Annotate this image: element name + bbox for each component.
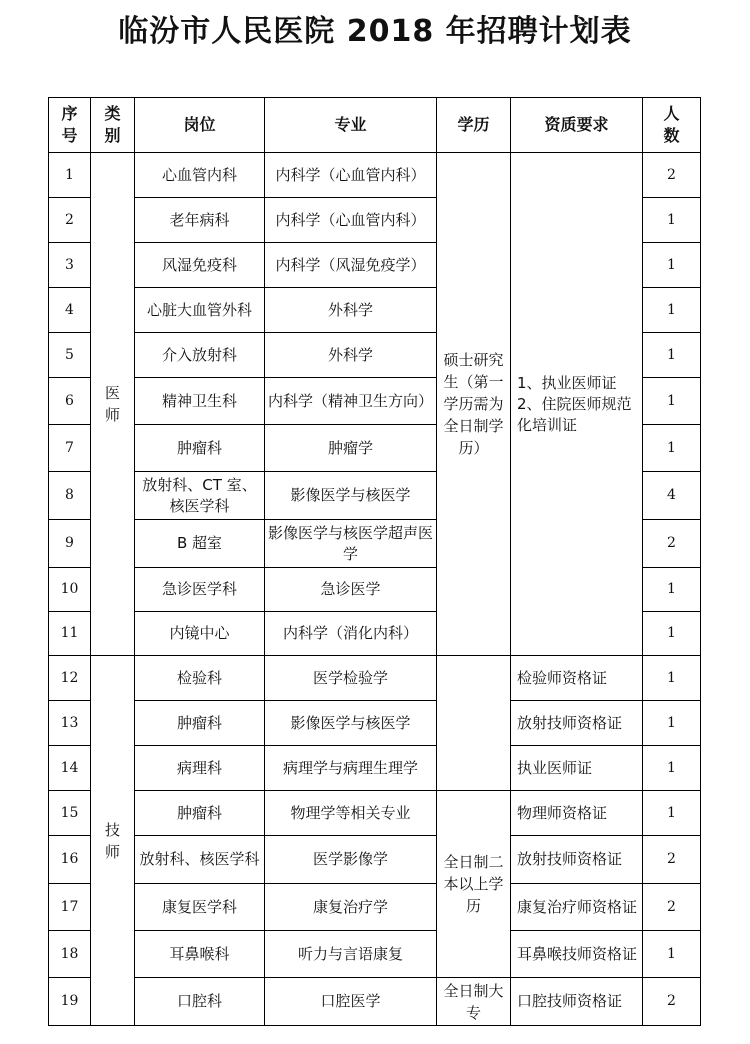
major-cell: 物理学等相关专业 (265, 791, 437, 836)
count-cell: 1 (643, 612, 701, 656)
major-cell: 影像医学与核医学 (265, 472, 437, 520)
count-cell: 4 (643, 472, 701, 520)
row-number: 13 (49, 701, 91, 746)
count-cell: 1 (643, 198, 701, 243)
qualification-cell: 检验师资格证 (511, 656, 643, 701)
position-cell: 介入放射科 (135, 333, 265, 378)
position-cell: 康复医学科 (135, 884, 265, 931)
table-row (49, 153, 701, 198)
major-cell: 病理学与病理生理学 (265, 746, 437, 791)
major-cell: 影像医学与核医学超声医学 (265, 520, 437, 568)
position-cell: 精神卫生科 (135, 378, 265, 425)
major-cell: 急诊医学 (265, 568, 437, 612)
header-qualification: 资质要求 (511, 98, 643, 153)
education-master: 硕士研究生（第一学历需为全日制学历） (437, 153, 511, 656)
education-bachelor: 全日制二本以上学历 (437, 791, 511, 978)
position-cell: 检验科 (135, 656, 265, 701)
qualification-cell: 康复治疗师资格证 (511, 884, 643, 931)
major-cell: 听力与言语康复 (265, 931, 437, 978)
qualification-cell: 执业医师证 (511, 746, 643, 791)
table-row (49, 791, 701, 836)
count-cell: 2 (643, 153, 701, 198)
count-cell: 1 (643, 378, 701, 425)
qualification-line: 2、住院医师规范化培训证 (517, 394, 632, 434)
count-cell: 2 (643, 836, 701, 884)
position-cell: 病理科 (135, 746, 265, 791)
position-cell: 老年病科 (135, 198, 265, 243)
position-cell: 耳鼻喉科 (135, 931, 265, 978)
education-college: 全日制大专 (437, 978, 511, 1026)
position-cell: 心脏大血管外科 (135, 288, 265, 333)
position-cell: 口腔科 (135, 978, 265, 1026)
count-cell: 2 (643, 978, 701, 1026)
major-cell: 康复治疗学 (265, 884, 437, 931)
row-number: 2 (49, 198, 91, 243)
count-cell: 1 (643, 243, 701, 288)
table-row (49, 746, 701, 791)
row-number: 9 (49, 520, 91, 568)
position-cell: B 超室 (135, 520, 265, 568)
position-cell: 风湿免疫科 (135, 243, 265, 288)
row-number: 4 (49, 288, 91, 333)
count-cell: 1 (643, 701, 701, 746)
row-number: 15 (49, 791, 91, 836)
page-title: 临汾市人民医院 2018 年招聘计划表 (118, 14, 632, 49)
position-cell: 放射科、CT 室、核医学科 (135, 472, 265, 520)
row-number: 6 (49, 378, 91, 425)
row-number: 14 (49, 746, 91, 791)
major-cell: 肿瘤学 (265, 425, 437, 472)
recruitment-table (48, 97, 701, 1026)
row-number: 16 (49, 836, 91, 884)
row-number: 7 (49, 425, 91, 472)
header-row (49, 98, 701, 153)
table-row (49, 931, 701, 978)
position-cell: 放射科、核医学科 (135, 836, 265, 884)
count-cell: 2 (643, 884, 701, 931)
qualification-line: 1、执业医师证 (517, 373, 617, 392)
row-number: 11 (49, 612, 91, 656)
position-cell: 心血管内科 (135, 153, 265, 198)
table-row (49, 884, 701, 931)
qualification-cell: 放射技师资格证 (511, 701, 643, 746)
major-cell: 口腔医学 (265, 978, 437, 1026)
position-cell: 肿瘤科 (135, 701, 265, 746)
row-number: 1 (49, 153, 91, 198)
count-cell: 1 (643, 791, 701, 836)
count-cell: 1 (643, 288, 701, 333)
count-cell: 1 (643, 425, 701, 472)
position-cell: 急诊医学科 (135, 568, 265, 612)
header-education: 学历 (437, 98, 511, 153)
major-cell: 影像医学与核医学 (265, 701, 437, 746)
header-major: 专业 (265, 98, 437, 153)
header-seq: 序号 (49, 98, 91, 153)
position-cell: 肿瘤科 (135, 425, 265, 472)
category-doctor: 医师 (91, 153, 135, 656)
major-cell: 医学检验学 (265, 656, 437, 701)
count-cell: 1 (643, 931, 701, 978)
row-number: 8 (49, 472, 91, 520)
qualification-cell: 耳鼻喉技师资格证 (511, 931, 643, 978)
row-number: 10 (49, 568, 91, 612)
row-number: 17 (49, 884, 91, 931)
major-cell: 内科学（心血管内科） (265, 153, 437, 198)
table-row (49, 836, 701, 884)
table-row (49, 701, 701, 746)
table-row (49, 656, 701, 701)
major-cell: 内科学（心血管内科） (265, 198, 437, 243)
count-cell: 1 (643, 568, 701, 612)
position-cell: 内镜中心 (135, 612, 265, 656)
major-cell: 内科学（消化内科） (265, 612, 437, 656)
qualification-cell: 放射技师资格证 (511, 836, 643, 884)
row-number: 3 (49, 243, 91, 288)
row-number: 5 (49, 333, 91, 378)
header-category: 类别 (91, 98, 135, 153)
major-cell: 医学影像学 (265, 836, 437, 884)
count-cell: 1 (643, 333, 701, 378)
count-cell: 2 (643, 520, 701, 568)
count-cell: 1 (643, 746, 701, 791)
qualification-cell: 口腔技师资格证 (511, 978, 643, 1026)
count-cell: 1 (643, 656, 701, 701)
table-row (49, 978, 701, 1026)
header-count: 人数 (643, 98, 701, 153)
qualification-cell: 物理师资格证 (511, 791, 643, 836)
row-number: 12 (49, 656, 91, 701)
major-cell: 外科学 (265, 333, 437, 378)
major-cell: 外科学 (265, 288, 437, 333)
major-cell: 内科学（精神卫生方向） (265, 378, 437, 425)
header-position: 岗位 (135, 98, 265, 153)
position-cell: 肿瘤科 (135, 791, 265, 836)
qualification-doctor-group (511, 153, 643, 656)
major-cell: 内科学（风湿免疫学） (265, 243, 437, 288)
category-technician: 技师 (91, 656, 135, 1026)
row-number: 18 (49, 931, 91, 978)
education-empty (437, 656, 511, 791)
row-number: 19 (49, 978, 91, 1026)
